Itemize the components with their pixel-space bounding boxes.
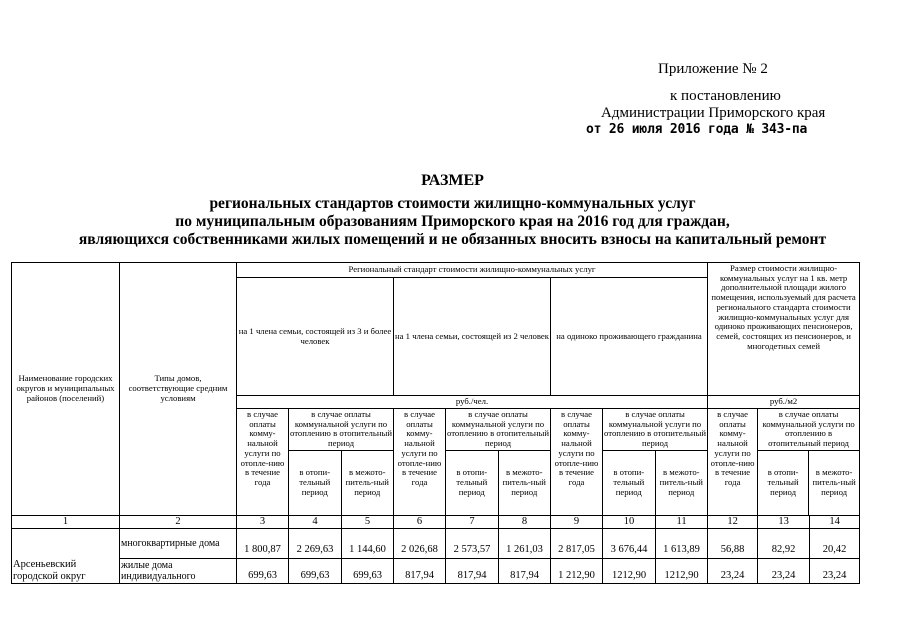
column-index: 10 (603, 515, 656, 528)
sub-no-heating: в случае оплаты комму-нальной услуги по отопле-нию в течение года (237, 409, 289, 516)
sub-no-heating: в случае оплаты комму-нальной услуги по отопле-нию в течение года (708, 409, 758, 516)
doc-subtitle-line2: по муниципальным образованиям Приморского края на 2016 год для граждан, (175, 213, 730, 230)
value-cell: 2 269,63 (289, 528, 342, 558)
sub-heating-period-group: в случае оплаты коммунальной услуги по отоплению в отопительный период в отопи-тельный период в межото-питель-ный период (603, 409, 708, 516)
column-index: 2 (120, 515, 237, 528)
house-type: многоквартирные дома (120, 528, 237, 558)
sub-heating-period-group: в случае оплаты коммунальной услуги по отоплению в отопительный период в отопи-тельный период в межото-питель-ный период (758, 409, 860, 516)
header-family-3plus: на 1 члена семьи, состоящей из 3 и более человек (237, 278, 394, 396)
column-index: 1 (12, 515, 120, 528)
value-cell: 1212,90 (656, 558, 708, 583)
doc-subtitle-line1: региональных стандартов стоимости жилищно-коммунальных услуг (209, 195, 696, 212)
column-index: 3 (237, 515, 289, 528)
header-extra-area: Размер стоимости жилищно-коммунальных услуг на 1 кв. метр дополнительной площади жилого помещения, используемый для расчета регионального стандарта стоимости жилищно-коммунальных услуг для одиноко проживающих пенсионеров, семей, состоящих из пенсионеров, и многодетных семей (708, 263, 860, 396)
district-name: Арсеньевский городской округ (12, 528, 120, 583)
value-cell: 1 800,87 (237, 528, 289, 558)
header-district-name: Наименование городских округов и муниципальных районов (поселений) (12, 263, 120, 516)
resolution-date-number: от 26 июля 2016 года № 343-па (586, 122, 808, 137)
value-cell: 3 676,44 (603, 528, 656, 558)
unit-per-m2: руб./м2 (708, 396, 860, 409)
appendix-label: Приложение № 2 (658, 61, 768, 77)
header-family-2: на 1 члена семьи, состоящей из 2 человек (394, 278, 551, 396)
value-cell: 699,63 (237, 558, 289, 583)
value-cell: 2 026,68 (394, 528, 446, 558)
doc-subtitle-line3: являющихся собственниками жилых помещений и не обязанных вносить взносы на капитальный ремонт (78, 231, 827, 248)
value-cell: 82,92 (758, 528, 810, 558)
sub-no-heating: в случае оплаты комму-нальной услуги по отопле-нию в течение года (551, 409, 603, 516)
sub-no-heating: в случае оплаты комму-нальной услуги по отопле-нию в течение года (394, 409, 446, 516)
value-cell: 817,94 (446, 558, 499, 583)
value-cell: 817,94 (394, 558, 446, 583)
value-cell: 1 144,60 (342, 528, 394, 558)
column-index-row (12, 515, 860, 528)
value-cell: 2 573,57 (446, 528, 499, 558)
column-index: 8 (499, 515, 551, 528)
value-cell: 23,24 (810, 558, 860, 583)
column-index: 7 (446, 515, 499, 528)
value-cell: 56,88 (708, 528, 758, 558)
table-row (12, 528, 860, 558)
value-cell: 817,94 (499, 558, 551, 583)
value-cell: 1 613,89 (656, 528, 708, 558)
column-index: 4 (289, 515, 342, 528)
sub-heating-period-group: в случае оплаты коммунальной услуги по отоплению в отопительный период в отопи-тельный период в межото-питель-ный период (289, 409, 394, 516)
header-house-type: Типы домов, соответствующие средним условиям (120, 263, 237, 516)
value-cell: 20,42 (810, 528, 860, 558)
value-cell: 1 212,90 (551, 558, 603, 583)
standards-table (11, 262, 860, 584)
to-resolution-label: к постановлению (670, 88, 781, 104)
column-index: 9 (551, 515, 603, 528)
column-index: 13 (758, 515, 810, 528)
value-cell: 23,24 (758, 558, 810, 583)
value-cell: 23,24 (708, 558, 758, 583)
header-regional-standard: Региональный стандарт стоимости жилищно-коммунальных услуг (237, 263, 708, 278)
value-cell: 1 261,03 (499, 528, 551, 558)
column-index: 11 (656, 515, 708, 528)
header-single-citizen: на одиноко проживающего гражданина (551, 278, 708, 396)
sub-heating-period-group: в случае оплаты коммунальной услуги по отоплению в отопительный период в отопи-тельный период в межото-питель-ный период (446, 409, 551, 516)
value-cell: 2 817,05 (551, 528, 603, 558)
column-index: 6 (394, 515, 446, 528)
value-cell: 699,63 (342, 558, 394, 583)
doc-title: РАЗМЕР (421, 172, 484, 189)
unit-per-person: руб./чел. (237, 396, 708, 409)
value-cell: 1212,90 (603, 558, 656, 583)
administration-label: Администрации Приморского края (601, 105, 826, 121)
value-cell: 699,63 (289, 558, 342, 583)
column-index: 12 (708, 515, 758, 528)
house-type: жилые дома индивидуального (120, 558, 237, 583)
table-row (12, 558, 860, 583)
column-index: 5 (342, 515, 394, 528)
column-index: 14 (810, 515, 860, 528)
